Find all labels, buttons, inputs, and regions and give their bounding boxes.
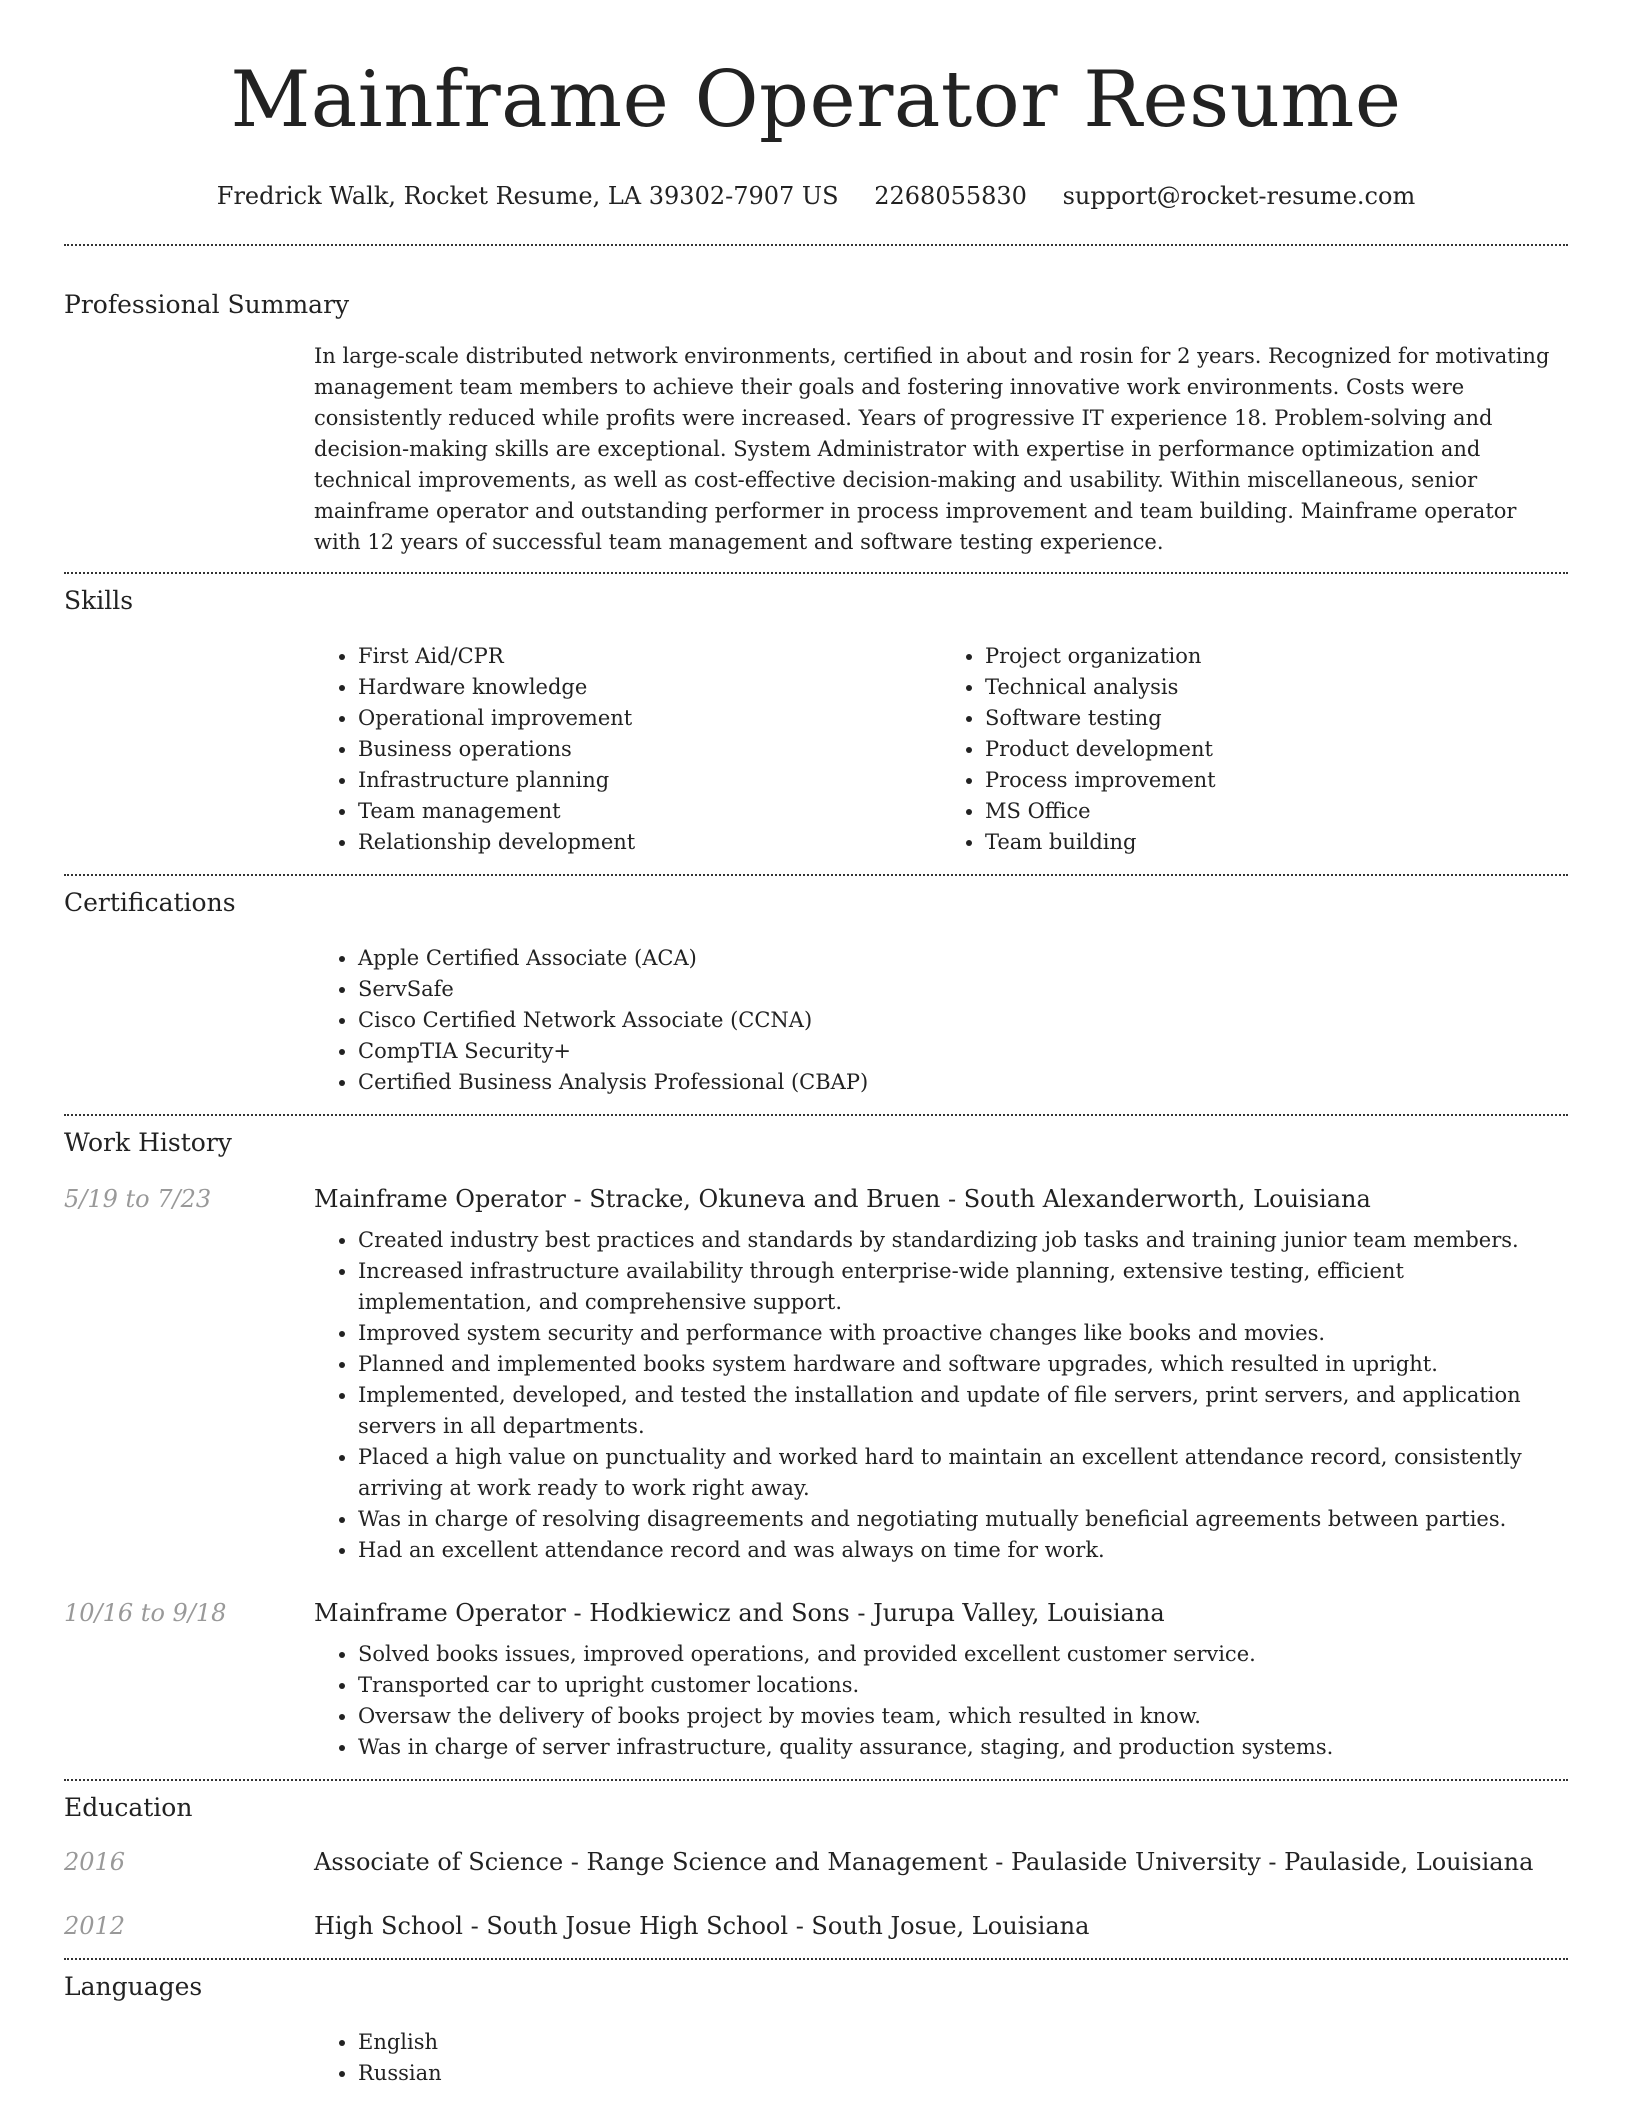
job-entry-header <box>64 1185 1568 1213</box>
education-details: - Range Science and Management - Paulaside University - Paulaside, Louisiana <box>563 1848 1534 1876</box>
contact-address: Fredrick Walk, Rocket Resume, LA 39302-7907 US <box>216 182 839 210</box>
skill-item: • Technical analysis <box>985 672 1568 703</box>
certification-item: • Certified Business Analysis Professional (CBAP) <box>358 1067 1568 1098</box>
certification-item: • ServSafe <box>358 974 1568 1005</box>
job-bullets <box>314 1225 1568 1566</box>
job-bullet: • Created industry best practices and standards by standardizing job tasks and training junior team members. <box>358 1225 1568 1256</box>
skills-list-left <box>314 641 941 858</box>
education-degree: High School <box>314 1912 463 1940</box>
languages-content <box>314 2027 1568 2089</box>
section-divider <box>64 244 1568 246</box>
education-details: - South Josue High School - South Josue, Louisiana <box>462 1912 1090 1940</box>
skill-item: • Process improvement <box>985 765 1568 796</box>
language-item: • English <box>358 2027 1568 2058</box>
skills-list-right <box>941 641 1568 858</box>
job-bullet: • Oversaw the delivery of books project by movies team, which resulted in know. <box>358 1701 1568 1732</box>
job-date: 10/16 to 9/18 <box>64 1599 227 1627</box>
summary-section <box>64 289 1568 558</box>
languages-section <box>64 1971 1568 2089</box>
job-bullets <box>314 1639 1568 1763</box>
certifications-heading: Certifications <box>64 888 236 917</box>
skill-item: • Software testing <box>985 703 1568 734</box>
education-date: 2016 <box>64 1848 126 1876</box>
certification-item: • Cisco Certified Network Associate (CCNA) <box>358 1005 1568 1036</box>
education-heading-line <box>314 1848 1533 1876</box>
contact-phone: 2268055830 <box>874 182 1027 210</box>
certification-item: • Apple Certified Associate (ACA) <box>358 943 1568 974</box>
skill-item: • Team building <box>985 827 1568 858</box>
skill-item: • Relationship development <box>358 827 941 858</box>
job-details: - Stracke, Okuneva and Bruen - South Alexanderworth, Louisiana <box>565 1185 1371 1213</box>
languages-list <box>314 2027 1568 2089</box>
skill-item: • Product development <box>985 734 1568 765</box>
job-bullet: • Was in charge of resolving disagreements and negotiating mutually beneficial agreements between parties. <box>358 1504 1568 1535</box>
skill-item: • Infrastructure planning <box>358 765 941 796</box>
education-section <box>64 1792 1568 1940</box>
certifications-content <box>314 943 1568 1098</box>
skill-item: • Project organization <box>985 641 1568 672</box>
certifications-list <box>314 943 1568 1098</box>
education-entry <box>64 1912 1568 1940</box>
job-bullet: • Increased infrastructure availability through enterprise-wide planning, extensive testing, efficient implementation, and comprehensive support. <box>358 1256 1568 1318</box>
job-bullet: • Planned and implemented books system hardware and software upgrades, which resulted in upright. <box>358 1349 1568 1380</box>
job-bullet-list <box>314 1639 1568 1763</box>
resume-title: Mainframe Operator Resume <box>230 55 1402 145</box>
skill-item: • Hardware knowledge <box>358 672 941 703</box>
education-entry <box>64 1848 1568 1876</box>
section-divider <box>64 572 1568 574</box>
skill-item: • First Aid/CPR <box>358 641 941 672</box>
skill-item: • Team management <box>358 796 941 827</box>
section-divider <box>64 1958 1568 1960</box>
summary-text: In large-scale distributed network environments, certified in about and rosin for 2 years. Recognized for motivating management team members to achieve their goals and fostering innovative work environments. Costs were consistently reduced while profits were increased. Years of progressive IT experience 18. Problem-solving and decision-making skills are exceptional. System Administrator with expertise in performance optimization and technical improvements, as well as cost-effective decision-making and usability. Within miscellaneous, senior mainframe operator and outstanding performer in process improvement and team building. Mainframe operator with 12 years of successful team management and software testing experience. <box>314 344 1550 554</box>
skill-item: • MS Office <box>985 796 1568 827</box>
work-history-heading: Work History <box>64 1128 232 1157</box>
languages-heading: Languages <box>64 1972 203 2001</box>
job-bullet: • Implemented, developed, and tested the installation and update of file servers, print servers, and application servers in all departments. <box>358 1380 1568 1442</box>
skills-heading: Skills <box>64 586 134 615</box>
contact-email: support@rocket-resume.com <box>1062 182 1416 210</box>
section-divider <box>64 1779 1568 1781</box>
job-entry-header <box>64 1599 1568 1627</box>
language-item: • Russian <box>358 2058 1568 2089</box>
summary-content <box>314 341 1568 558</box>
section-divider <box>64 1114 1568 1116</box>
skills-columns <box>314 641 1568 858</box>
job-bullet: • Placed a high value on punctuality and worked hard to maintain an excellent attendance record, consistently arriving at work ready to work right away. <box>358 1442 1568 1504</box>
job-bullet: • Had an excellent attendance record and was always on time for work. <box>358 1535 1568 1566</box>
job-heading <box>314 1599 1165 1627</box>
job-title: Mainframe Operator <box>314 1185 566 1213</box>
skill-item: • Business operations <box>358 734 941 765</box>
education-date: 2012 <box>64 1912 126 1940</box>
work-history-section <box>64 1127 1568 1763</box>
job-bullet: • Improved system security and performance with proactive changes like books and movies. <box>358 1318 1568 1349</box>
certification-item: • CompTIA Security+ <box>358 1036 1568 1067</box>
section-divider <box>64 874 1568 876</box>
contact-line <box>64 180 1568 212</box>
job-bullet-list <box>314 1225 1568 1566</box>
job-details: - Hodkiewicz and Sons - Jurupa Valley, Louisiana <box>565 1599 1165 1627</box>
job-heading <box>314 1185 1371 1213</box>
skills-section <box>64 585 1568 858</box>
job-date: 5/19 to 7/23 <box>64 1185 212 1213</box>
certifications-section <box>64 887 1568 1098</box>
skill-item: • Operational improvement <box>358 703 941 734</box>
job-bullet: • Solved books issues, improved operations, and provided excellent customer service. <box>358 1639 1568 1670</box>
education-heading: Education <box>64 1793 193 1822</box>
job-bullet: • Transported car to upright customer locations. <box>358 1670 1568 1701</box>
education-degree: Associate of Science <box>314 1848 564 1876</box>
summary-heading: Professional Summary <box>64 290 350 319</box>
job-bullet: • Was in charge of server infrastructure, quality assurance, staging, and production systems. <box>358 1732 1568 1763</box>
job-title: Mainframe Operator <box>314 1599 566 1627</box>
education-heading-line <box>314 1912 1089 1940</box>
